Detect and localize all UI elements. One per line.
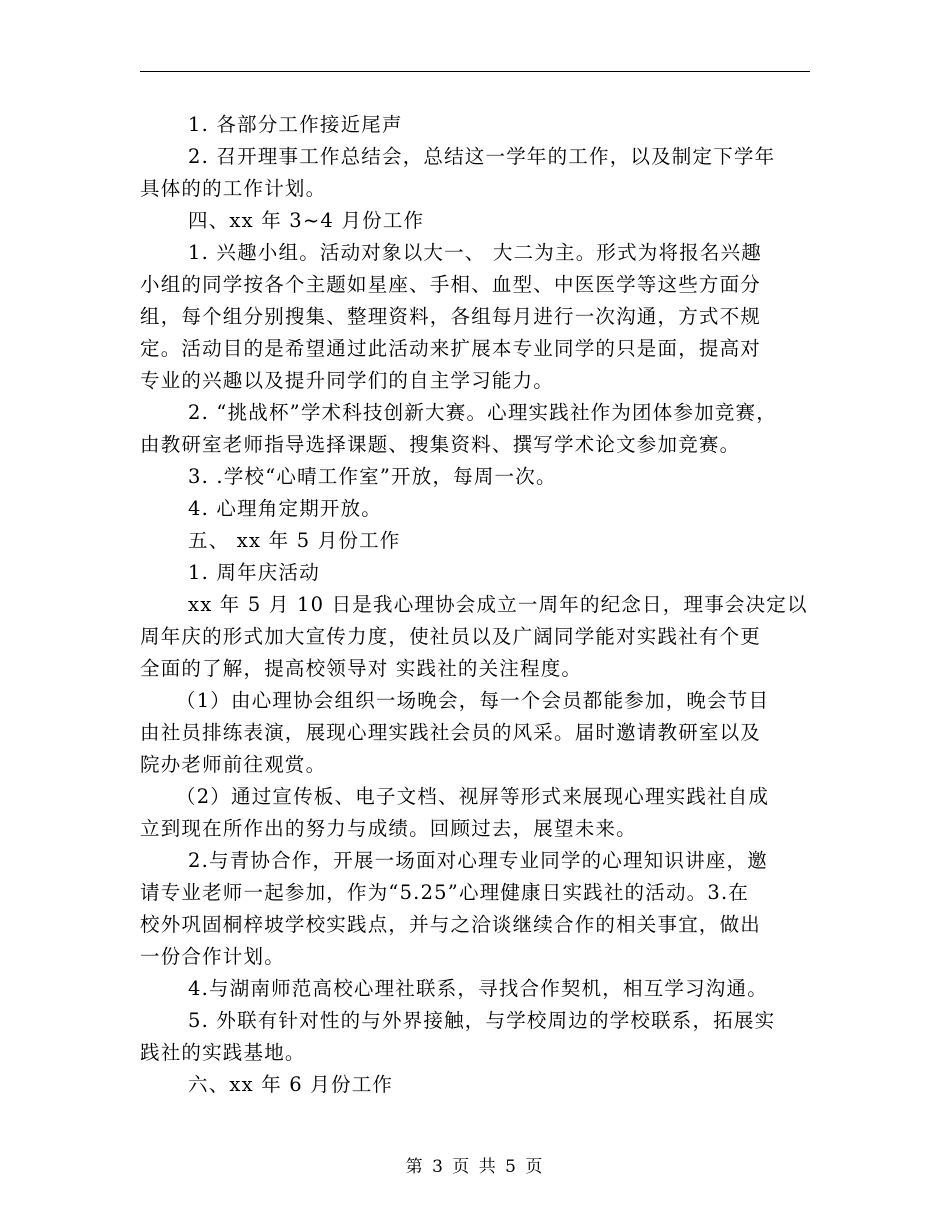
text-line: （2）通过宣传板、电子文档、视屏等形式来展现心理实践社自成 xyxy=(176,785,770,808)
text-line: 院办老师前往观赏。 xyxy=(140,753,327,776)
text-line: 具体的的工作计划。 xyxy=(140,177,327,200)
text-line: 周年庆的形式加大宣传力度，使社员以及广阔同学能对实践社有个更 xyxy=(140,625,762,648)
text-line: 1. 兴趣小组。活动对象以大一、 大二为主。形式为将报名兴趣 xyxy=(188,241,763,264)
text-line: 由社员排练表演，展现心理实践社会员的风采。届时邀请教研室以及 xyxy=(140,721,762,744)
text-line: 校外巩固桐梓坡学校实践点，并与之洽谈继续合作的相关事宜，做出 xyxy=(140,913,762,936)
text-line: 践社的实践基地。 xyxy=(140,1041,306,1064)
text-line: 全面的了解，提高校领导对 实践社的关注程度。 xyxy=(140,657,583,680)
text-line: 专业的兴趣以及提升同学们的自主学习能力。 xyxy=(140,369,555,392)
text-line: 定。活动目的是希望通过此活动来扩展本专业同学的只是面，提高对 xyxy=(140,337,762,360)
text-line: 由教研室老师指导选择课题、搜集资料、撰写学术论文参加竞赛。 xyxy=(140,433,741,456)
text-line: 请专业老师一起参加，作为“5.25”心理健康日实践社的活动。3.在 xyxy=(140,881,750,904)
text-line: 4.与湖南师范高校心理社联系，寻找合作契机，相互学习沟通。 xyxy=(188,977,768,1000)
document-body xyxy=(140,109,820,1101)
page-number-footer: 第 3 页 共 5 页 xyxy=(405,1157,545,1177)
text-line: 小组的同学按各个主题如星座、手相、血型、中医医学等这些方面分 xyxy=(140,273,762,296)
text-line: 2. 召开理事工作总结会，总结这一学年的工作，以及制定下学年 xyxy=(188,145,776,168)
text-line: 五、 xx 年 5 月份工作 xyxy=(188,529,401,552)
text-line: 一份合作计划。 xyxy=(140,945,285,968)
text-line: 3. .学校“心晴工作室”开放，每周一次。 xyxy=(188,465,557,488)
text-line: 四、xx 年 3~4 月份工作 xyxy=(188,209,425,232)
text-line: 5. 外联有针对性的与外界接触，与学校周边的学校联系，拓展实 xyxy=(188,1009,776,1032)
text-line: 组，每个组分别搜集、整理资料，各组每月进行一次沟通，方式不规 xyxy=(140,305,762,328)
text-line: 六、xx 年 6 月份工作 xyxy=(188,1073,394,1096)
text-line: 2. “挑战杯”学术科技创新大赛。心理实践社作为团体参加竞赛， xyxy=(188,401,777,424)
text-line: （1）由心理协会组织一场晚会，每一个会员都能参加，晚会节目 xyxy=(176,689,770,712)
text-line: 2.与青协合作，开展一场面对心理专业同学的心理知识讲座，邀 xyxy=(188,849,768,872)
text-line: 1. 周年庆活动 xyxy=(188,561,320,584)
text-line: xx 年 5 月 10 日是我心理协会成立一周年的纪念日，理事会决定以 xyxy=(188,593,808,616)
header-rule xyxy=(140,71,810,72)
text-line: 4. 心理角定期开放。 xyxy=(188,497,383,520)
text-line: 1. 各部分工作接近尾声 xyxy=(188,113,403,136)
text-line: 立到现在所作出的努力与成绩。回顾过去，展望未来。 xyxy=(140,817,637,840)
